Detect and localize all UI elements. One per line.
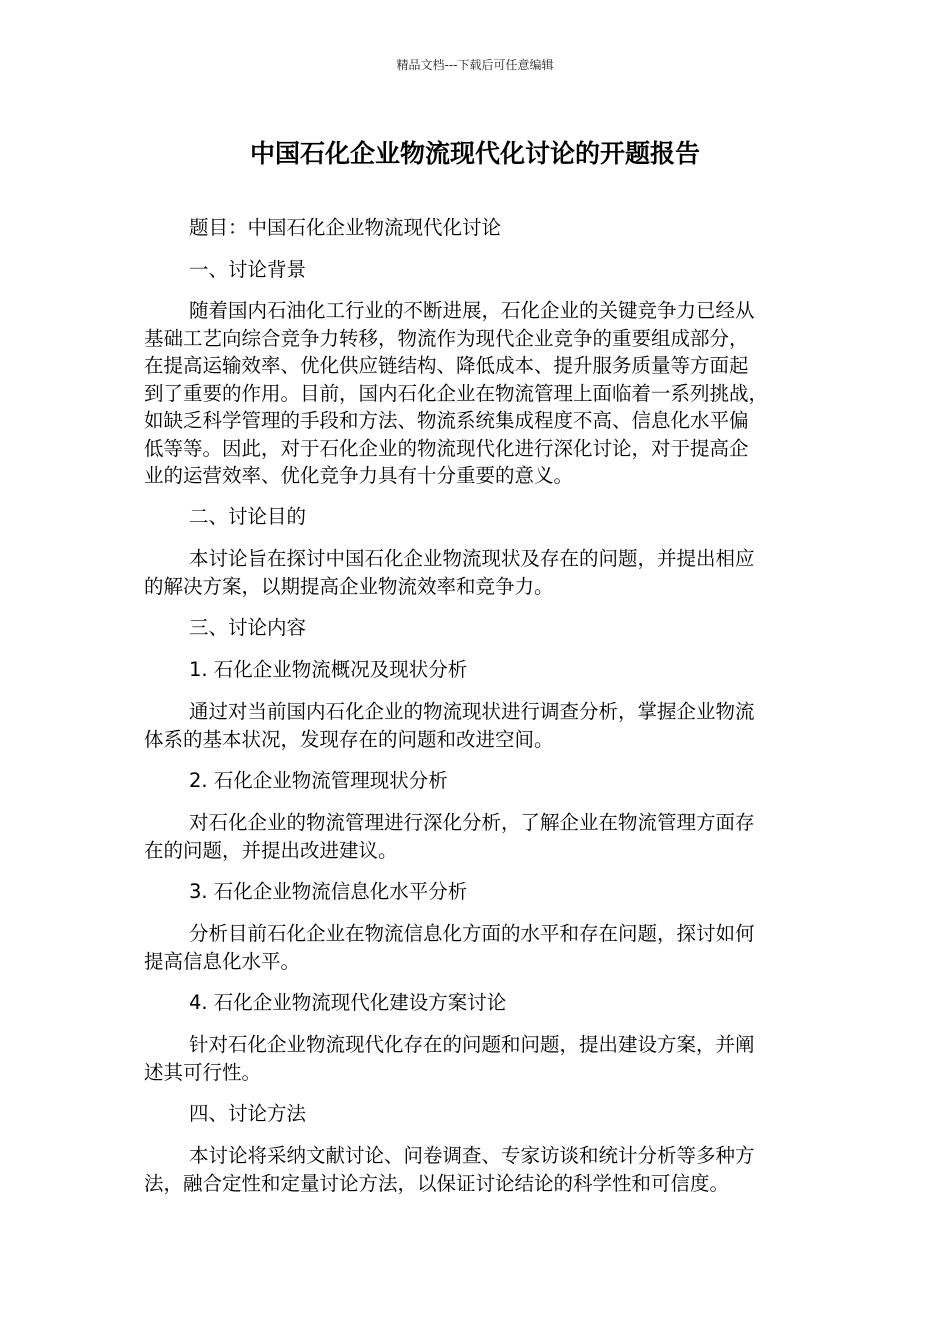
document-title: 中国石化企业物流现代化讨论的开题报告 [249, 139, 700, 168]
paragraph-line: 在提高运输效率、优化供应链结构、降低成本、提升服务质量等方面起 [144, 354, 749, 377]
section-4-block [144, 1100, 794, 1128]
topic-line-block [144, 214, 794, 242]
section-1-heading: 一、讨论背景 [189, 258, 307, 281]
section-1-block [144, 256, 794, 284]
paragraph-line: 分析目前石化企业在物流信息化方面的水平和存在问题，探讨如何 [189, 922, 755, 945]
section-2-block [144, 503, 794, 531]
paragraph-line: 到了重要的作用。目前，国内石化企业在物流管理上面临着一系列挑战， [144, 381, 769, 405]
item-1-heading: 1. 石化企业物流概况及现状分析 [189, 658, 468, 681]
paragraph-line: 低等等。因此，对于石化企业的物流现代化进行深化讨论，对于提高企 [144, 436, 749, 460]
item-1-heading-block [144, 656, 794, 684]
paragraph-line: 随着国内石油化工行业的不断进展，石化企业的关键竞争力已经从 [189, 299, 755, 322]
section-4-paragraph [144, 1142, 794, 1197]
item-3-paragraph [144, 920, 794, 975]
paragraph-line: 的解决方案，以期提高企业物流效率和竞争力。 [144, 574, 554, 598]
paragraph-line: 对石化企业的物流管理进行深化分析，了解企业在物流管理方面存 [189, 811, 755, 834]
paragraph-line: 本讨论将采纳文献讨论、问卷调查、专家访谈和统计分析等多种方 [189, 1144, 755, 1167]
item-4-heading-block [144, 989, 794, 1017]
section-4-heading: 四、讨论方法 [189, 1102, 307, 1125]
section-1-paragraph [144, 297, 794, 490]
paragraph-line: 提高信息化水平。 [144, 949, 301, 973]
section-2-paragraph [144, 545, 794, 600]
item-2-heading: 2. 石化企业物流管理现状分析 [189, 769, 448, 792]
topic-line: 题目：中国石化企业物流现代化讨论 [189, 216, 502, 239]
paragraph-line: 业的运营效率、优化竞争力具有十分重要的意义。 [144, 464, 574, 487]
paragraph-line: 体系的基本状况，发现存在的问题和改进空间。 [144, 727, 554, 751]
item-4-paragraph [144, 1031, 794, 1086]
item-2-paragraph [144, 809, 794, 864]
section-3-block [144, 614, 794, 642]
page-header-watermark: 精品文档---下载后可任意编辑 [396, 58, 554, 72]
item-4-heading: 4. 石化企业物流现代化建设方案讨论 [189, 991, 507, 1014]
item-3-heading: 3. 石化企业物流信息化水平分析 [189, 880, 468, 903]
section-2-heading: 二、讨论目的 [189, 505, 307, 528]
paragraph-line: 本讨论旨在探讨中国石化企业物流现状及存在的问题，并提出相应 [189, 547, 755, 570]
paragraph-line: 在的问题，并提出改进建议。 [144, 838, 398, 862]
item-2-heading-block [144, 767, 794, 795]
paragraph-line: 针对石化企业物流现代化存在的问题和问题，提出建设方案，并阐 [189, 1033, 755, 1056]
paragraph-line: 述其可行性。 [144, 1060, 262, 1084]
paragraph-line: 基础工艺向综合竞争力转移，物流作为现代企业竞争的重要组成部分， [144, 326, 749, 350]
item-3-heading-block [144, 878, 794, 906]
paragraph-line: 如缺乏科学管理的手段和方法、物流系统集成程度不高、信息化水平偏 [144, 409, 749, 432]
section-3-heading: 三、讨论内容 [189, 616, 307, 639]
paragraph-line: 法，融合定性和定量讨论方法，以保证讨论结论的科学性和可信度。 [144, 1171, 730, 1195]
paragraph-line: 通过对当前国内石化企业的物流现状进行调查分析，掌握企业物流 [189, 700, 755, 723]
item-1-paragraph [144, 698, 794, 753]
